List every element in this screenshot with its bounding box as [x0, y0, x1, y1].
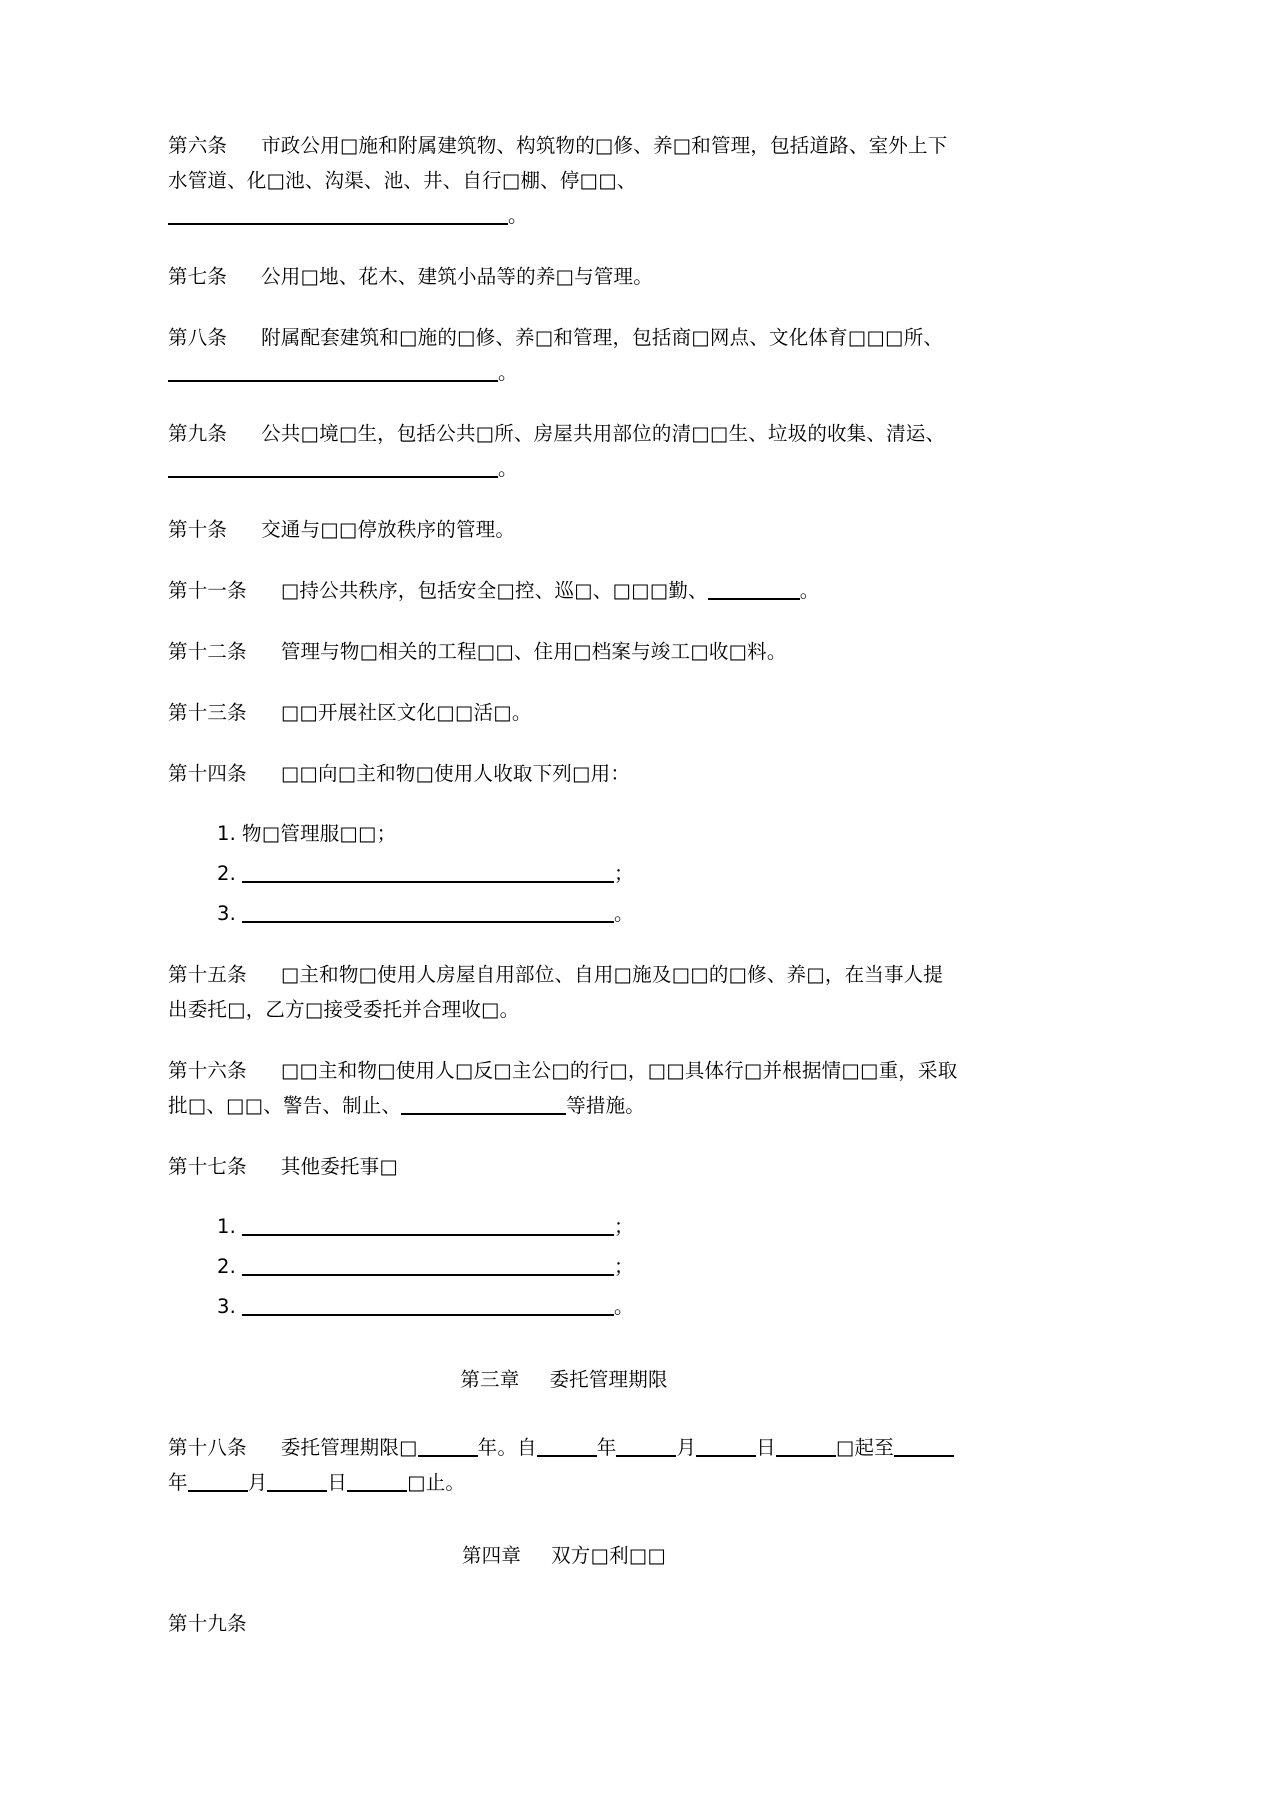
list-item — [216, 857, 960, 891]
article-18-start-extra-field[interactable] — [776, 1436, 836, 1457]
list-item-number: 3. — [216, 902, 236, 925]
article-11-paragraph — [168, 573, 960, 608]
article-15-line-1: □主和物□使用人房屋自用部位、自用□施及□□的□修、养□，在当事人 — [280, 963, 924, 986]
list-item-number: 1. — [216, 1215, 236, 1238]
article-17-paragraph — [168, 1149, 960, 1184]
article-8-blank-field[interactable] — [168, 361, 498, 382]
article-16-line-1: □□主和物□使用人□反□主公□的行□，□□具体行□并根据情□□重， — [280, 1059, 919, 1082]
article-18-term-label: 委托管理期限□ — [280, 1436, 418, 1459]
article-6-number: 第六条 — [168, 134, 228, 157]
article-18-start-day-field[interactable] — [696, 1436, 756, 1457]
list-item — [216, 1290, 960, 1324]
article-16-blank-field[interactable] — [401, 1094, 566, 1115]
article-18-end-month-field[interactable] — [188, 1471, 248, 1492]
article-14-body: □□向□主和物□使用人收取下列□用： — [280, 762, 631, 785]
article-8-line-1: 附属配套建筑和□施的□修、养□和管理，包括商□网点、文化体育□□□ — [261, 326, 904, 349]
chapter-4-heading — [168, 1540, 960, 1572]
list-item — [216, 897, 960, 931]
article-18-term-unit: 年。自 — [477, 1436, 537, 1459]
article-6-paragraph — [168, 128, 960, 233]
article-9-terminator: 。 — [498, 457, 518, 480]
list-item-number: 3. — [216, 1295, 236, 1318]
article-9-line-1: 公共□境□生，包括公共□所、房屋共用部位的清□□生、垃圾的收集、清 — [261, 422, 906, 445]
article-13-body: □□开展社区文化□□活□。 — [280, 701, 532, 724]
article-6-line-3: □、 — [598, 169, 637, 192]
list-item — [216, 817, 960, 851]
article-8-line-2: 所、 — [903, 326, 944, 349]
article-15-line-2: 提出委托□，乙方□接受委托并合理收□。 — [168, 963, 944, 1021]
list-item-number: 1. — [216, 822, 236, 845]
article-16-paragraph — [168, 1053, 960, 1123]
article-13-number: 第十三条 — [168, 701, 247, 724]
article-8-terminator: 。 — [498, 361, 518, 384]
article-6-line-2: 下水管道、化□池、沟渠、池、井、自行□棚、停□ — [168, 134, 948, 192]
article-16-terminator: 等措施。 — [566, 1094, 645, 1117]
list-item — [216, 1210, 960, 1244]
article-9-number: 第九条 — [168, 422, 228, 445]
list-item-number: 2. — [216, 1255, 236, 1278]
article-18-end-day-label: 日 — [327, 1471, 348, 1494]
article-7-number: 第七条 — [168, 265, 228, 288]
article-18-end-suffix: □止。 — [407, 1471, 466, 1494]
article-18-end-month-label: 月 — [247, 1471, 268, 1494]
article-18-paragraph — [168, 1430, 960, 1500]
article-8-number: 第八条 — [168, 326, 228, 349]
article-11-blank-field[interactable] — [708, 579, 800, 600]
article-17-body: 其他委托事□ — [280, 1155, 398, 1178]
article-18-end-year-label: 年 — [168, 1471, 188, 1494]
article-14-paragraph — [168, 756, 960, 791]
list-item-blank-field[interactable] — [242, 1295, 614, 1316]
list-item-terminator: ； — [614, 1255, 634, 1278]
article-18-number: 第十八条 — [168, 1436, 247, 1459]
article-15-number: 第十五条 — [168, 963, 247, 986]
article-12-paragraph — [168, 634, 960, 669]
article-17-number: 第十七条 — [168, 1155, 247, 1178]
article-15-paragraph — [168, 957, 960, 1027]
list-item-number: 2. — [216, 862, 236, 885]
article-9-paragraph — [168, 416, 960, 486]
article-18-end-day-field[interactable] — [267, 1471, 327, 1492]
list-item-terminator: 。 — [614, 902, 634, 925]
article-18-start-month-label: 月 — [676, 1436, 697, 1459]
article-9-blank-field[interactable] — [168, 457, 498, 478]
list-item-terminator: 。 — [614, 1295, 634, 1318]
chapter-4-title: 双方□利□□ — [551, 1544, 667, 1567]
article-18-end-extra-field[interactable] — [347, 1471, 407, 1492]
list-item-blank-field[interactable] — [242, 862, 614, 883]
chapter-3-title: 委托管理期限 — [549, 1368, 668, 1391]
list-item-blank-field[interactable] — [242, 902, 614, 923]
list-item-blank-field[interactable] — [242, 1215, 614, 1236]
article-18-start-year-label: 年 — [596, 1436, 617, 1459]
article-13-paragraph — [168, 695, 960, 730]
article-18-continue-label: 至 — [874, 1436, 894, 1459]
article-12-number: 第十二条 — [168, 640, 247, 663]
list-item-terminator: ； — [614, 1215, 634, 1238]
article-18-end-year-field[interactable] — [894, 1436, 954, 1457]
article-14-list — [168, 817, 960, 931]
chapter-3-heading — [168, 1364, 960, 1396]
list-item-terminator: ； — [614, 862, 634, 885]
article-6-line-1: 市政公用□施和附属建筑物、构筑物的□修、养□和管理，包括道路、室外上 — [261, 134, 928, 157]
article-10-number: 第十条 — [168, 518, 228, 541]
chapter-3-number: 第三章 — [460, 1368, 520, 1391]
article-6-blank-field[interactable] — [168, 204, 508, 225]
article-18-start-day-label: 日 — [756, 1436, 776, 1459]
article-9-line-2: 运、 — [905, 422, 946, 445]
article-18-start-month-field[interactable] — [616, 1436, 676, 1457]
list-item — [216, 1250, 960, 1284]
article-7-paragraph — [168, 259, 960, 294]
list-item-blank-field[interactable] — [242, 1255, 614, 1276]
article-11-number: 第十一条 — [168, 579, 247, 602]
article-16-line-2: 采取批□、□□、警告、制止、 — [168, 1059, 958, 1117]
article-12-body: 管理与物□相关的工程□□、住用□档案与竣工□收□料。 — [280, 640, 787, 663]
chapter-4-number: 第四章 — [461, 1544, 522, 1567]
list-item-text: 物□管理服□□； — [242, 822, 397, 845]
article-16-number: 第十六条 — [168, 1059, 247, 1082]
article-19-paragraph — [168, 1606, 960, 1641]
article-11-terminator: 。 — [799, 579, 820, 602]
document-body — [168, 128, 960, 1641]
article-14-number: 第十四条 — [168, 762, 247, 785]
article-19-number: 第十九条 — [168, 1612, 247, 1635]
article-18-start-suffix: □起 — [835, 1436, 875, 1459]
article-11-body: □持公共秩序，包括安全□控、巡□、□□□勤、 — [280, 579, 708, 602]
article-17-list — [168, 1210, 960, 1324]
article-6-terminator: 。 — [508, 204, 528, 227]
article-18-term-years-field[interactable] — [418, 1436, 478, 1457]
article-10-body: 交通与□□停放秩序的管理。 — [261, 518, 516, 541]
article-10-paragraph — [168, 512, 960, 547]
article-7-body: 公用□地、花木、建筑小品等的养□与管理。 — [261, 265, 653, 288]
article-18-start-year-field[interactable] — [537, 1436, 597, 1457]
article-8-paragraph — [168, 320, 960, 390]
